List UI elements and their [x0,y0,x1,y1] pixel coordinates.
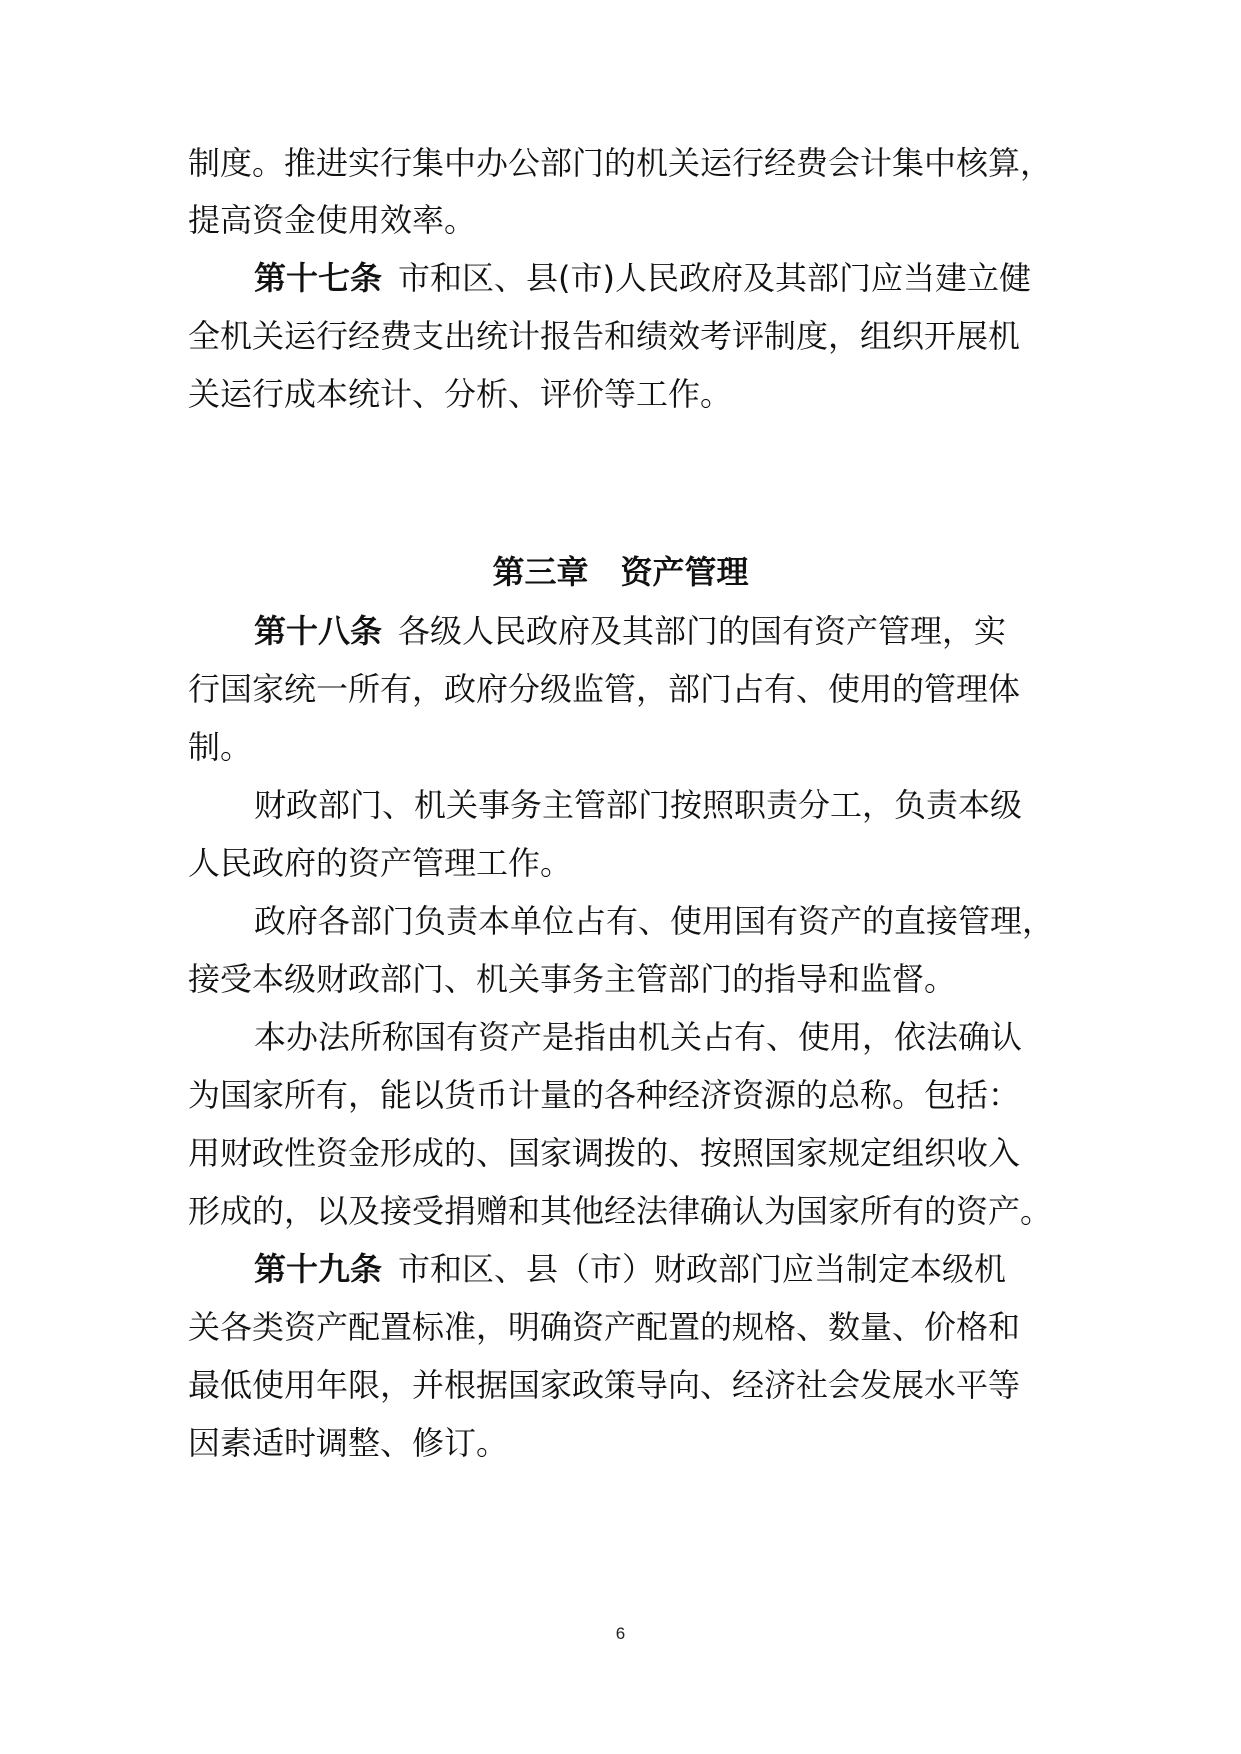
article-19-line-4: 因素适时调整、修订。 [188,1424,509,1462]
article-18-para2-line-1: 财政部门、机关事务主管部门按照职责分工，负责本级 [254,786,1023,824]
chapter-heading: 第三章 资产管理 [492,553,749,591]
article-18-line-3: 制。 [188,728,253,766]
continuation-line-2: 提高资金使用效率。 [188,201,477,239]
article-19-line-2: 关各类资产配置标准，明确资产配置的规格、数量、价格和 [188,1308,1021,1346]
article-18-para4-line-3: 用财政性资金形成的、国家调拨的、按照国家规定组织收入 [188,1134,1021,1172]
article-17-line-3: 关运行成本统计、分析、评价等工作。 [188,375,733,413]
continuation-line-1: 制度。推进实行集中办公部门的机关运行经费会计集中核算， [188,144,1053,182]
article-19-text-1: 市和区、县（市）财政部门应当制定本级机 [398,1250,1007,1288]
article-18-para3-line-2: 接受本级财政部门、机关事务主管部门的指导和监督。 [188,960,957,998]
article-17-line-2: 全机关运行经费支出统计报告和绩效考评制度，组织开展机 [188,317,1021,355]
article-18-line-2: 行国家统一所有，政府分级监管，部门占有、使用的管理体 [188,670,1021,708]
page-number: 6 [615,1624,626,1643]
article-18-text-1: 各级人民政府及其部门的国有资产管理，实 [398,612,1007,650]
article-17-title: 第十七条 [254,259,383,297]
article-17-text-1: 市和区、县(市)人民政府及其部门应当建立健 [398,259,1031,297]
article-18-para3-line-1: 政府各部门负责本单位占有、使用国有资产的直接管理， [254,902,1055,940]
article-18-title: 第十八条 [254,612,383,650]
article-19-title: 第十九条 [254,1250,383,1288]
article-19-line-3: 最低使用年限，并根据国家政策导向、经济社会发展水平等 [188,1366,1021,1404]
article-18-para4-line-4: 形成的，以及接受捐赠和其他经法律确认为国家所有的资产。 [188,1192,1053,1230]
article-18-para2-line-2: 人民政府的资产管理工作。 [188,844,573,882]
article-18-para4-line-1: 本办法所称国有资产是指由机关占有、使用，依法确认 [254,1018,1023,1056]
article-19-line-1 [254,1249,1060,1289]
article-17-line-1 [254,258,1060,298]
article-18-line-1 [254,611,1060,651]
article-18-para4-line-2: 为国家所有，能以货币计量的各种经济资源的总称。包括： [188,1076,1021,1114]
